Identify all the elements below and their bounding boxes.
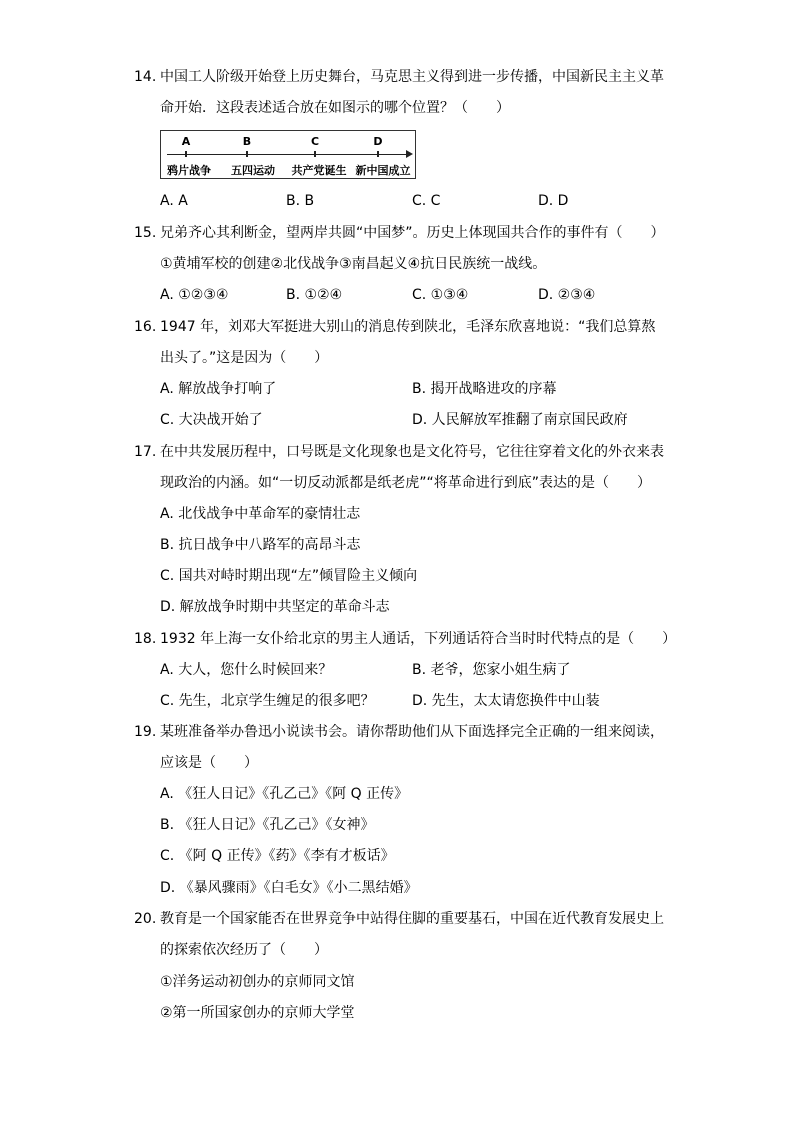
question-text: 的探索依次经历了（ ） — [160, 942, 328, 958]
question-number: 19. — [134, 724, 157, 740]
question-text: 兄弟齐心其利断金，望两岸共圆“中国梦”。历史上体现国共合作的事件有（ ） — [160, 225, 665, 241]
timeline-arrow — [406, 150, 413, 158]
question-text: ①黄埔军校的创建②北伐战争③南昌起义④抗日民族统一战线。 — [160, 256, 547, 272]
timeline-tick — [185, 151, 187, 157]
option-b[interactable]: B. ①②④ — [286, 287, 343, 303]
question-text: 命开始．这段表述适合放在如图示的哪个位置？（ ） — [160, 100, 510, 116]
question-text: 中国工人阶级开始登上历史舞台，马克思主义得到进一步传播，中国新民主主义革 — [160, 69, 664, 85]
question-text: 教育是一个国家能否在世界竞争中站得住脚的重要基石，中国在近代教育发展史上 — [160, 911, 664, 927]
option-b[interactable]: B. 抗日战争中八路军的高昂斗志 — [160, 537, 361, 553]
question-number: 20. — [134, 911, 157, 927]
timeline-tick — [246, 151, 248, 157]
timeline-event: 鸦片战争 — [167, 164, 211, 177]
question-text: 出头了。”这是因为（ ） — [160, 350, 329, 366]
option-d[interactable]: D. 《暴风骤雨》《白毛女》《小二黑结婚》 — [160, 880, 418, 896]
timeline-letter-b: B — [242, 135, 252, 148]
option-b[interactable]: B. 《狂人日记》《孔乙己》《女神》 — [160, 817, 375, 833]
timeline-figure — [160, 130, 416, 179]
option-b[interactable]: B. B — [286, 193, 315, 209]
question-text: ②第一所国家创办的京师大学堂 — [160, 1005, 355, 1021]
question-text: 在中共发展历程中，口号既是文化现象也是文化符号，它往往穿着文化的外衣来表 — [160, 444, 664, 460]
option-d[interactable]: D. 解放战争时期中共坚定的革命斗志 — [160, 599, 390, 615]
option-c[interactable]: C. 国共对峙时期出现“左”倾冒险主义倾向 — [160, 568, 418, 584]
option-d[interactable]: D. ②③④ — [538, 287, 596, 303]
option-c[interactable]: C. 《阿 Q 正传》《药》《李有才板话》 — [160, 848, 395, 864]
timeline-axis — [167, 154, 409, 155]
option-a[interactable]: A. 《狂人日记》《孔乙己》《阿 Q 正传》 — [160, 786, 409, 802]
question-text: 应该是（ ） — [160, 755, 258, 771]
option-d[interactable]: D. D — [538, 193, 569, 209]
question-number: 17. — [134, 444, 157, 460]
question-text: 某班准备举办鲁迅小说读书会。请你帮助他们从下面选择完全正确的一组来阅读， — [160, 724, 664, 740]
question-text: 1932 年上海一女仆给北京的男主人通话，下列通话符合当时时代特点的是（ ） — [160, 631, 677, 647]
timeline-event: 五四运动 — [231, 164, 275, 177]
question-text: 现政治的内涵。如“一切反动派都是纸老虎”“将革命进行到底”表达的是（ ） — [160, 475, 652, 491]
question-number: 15. — [134, 225, 157, 241]
option-a[interactable]: A. 北伐战争中革命军的豪情壮志 — [160, 506, 361, 522]
question-number: 14. — [134, 69, 157, 85]
option-c[interactable]: C. 先生，北京学生缠足的很多吧？ — [160, 693, 375, 709]
timeline-letter-d: D — [373, 135, 383, 148]
option-a[interactable]: A. 大人，您什么时候回来？ — [160, 662, 333, 678]
timeline-event: 新中国成立 — [355, 164, 411, 177]
question-number: 18. — [134, 631, 157, 647]
option-a[interactable]: A. 解放战争打响了 — [160, 381, 277, 397]
option-c[interactable]: C. 大决战开始了 — [160, 412, 263, 428]
option-b[interactable]: B. 揭开战略进攻的序幕 — [412, 381, 557, 397]
option-b[interactable]: B. 老爷，您家小姐生病了 — [412, 662, 571, 678]
option-a[interactable]: A. ①②③④ — [160, 287, 229, 303]
option-d[interactable]: D. 先生，太太请您换件中山装 — [412, 693, 600, 709]
question-text: ①洋务运动初创办的京师同文馆 — [160, 974, 355, 990]
timeline-tick — [314, 151, 316, 157]
timeline-event: 共产党诞生 — [291, 164, 347, 177]
option-a[interactable]: A. A — [160, 193, 188, 209]
timeline-tick — [377, 151, 379, 157]
timeline-letter-a: A — [181, 135, 191, 148]
option-c[interactable]: C. C — [412, 193, 441, 209]
timeline-letter-c: C — [310, 135, 320, 148]
question-text: 1947 年，刘邓大军挺进大别山的消息传到陕北，毛泽东欣喜地说：“我们总算熬 — [160, 319, 656, 335]
question-number: 16. — [134, 319, 157, 335]
option-c[interactable]: C. ①③④ — [412, 287, 469, 303]
option-d[interactable]: D. 人民解放军推翻了南京国民政府 — [412, 412, 628, 428]
